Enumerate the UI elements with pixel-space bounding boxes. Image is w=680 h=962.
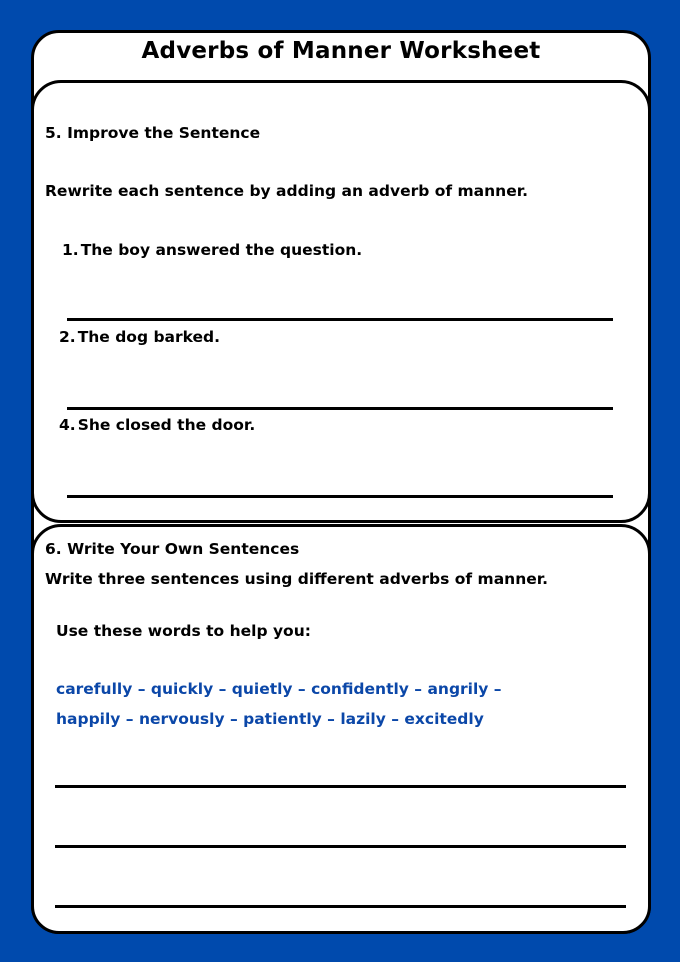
- writing-line-2[interactable]: [55, 845, 626, 848]
- section-improve-sentence: [31, 80, 651, 523]
- item-number: 1.: [62, 241, 79, 259]
- word-bank-line-1: carefully – quickly – quietly – confidently – angrily –: [56, 680, 502, 698]
- section-5-heading: 5. Improve the Sentence: [45, 124, 261, 142]
- item-sentence: The dog barked.: [77, 328, 221, 346]
- sentence-item-1: [62, 241, 362, 259]
- answer-line-2[interactable]: [67, 407, 613, 410]
- answer-line-1[interactable]: [67, 318, 613, 321]
- sentence-item-2: [59, 328, 220, 346]
- item-sentence: She closed the door.: [77, 416, 256, 434]
- word-bank-helper: Use these words to help you:: [56, 622, 311, 640]
- word-bank-line-2: happily – nervously – patiently – lazily – excitedly: [56, 710, 484, 728]
- writing-line-3[interactable]: [55, 905, 626, 908]
- section-6-heading: 6. Write Your Own Sentences: [45, 540, 300, 558]
- section-5-instruction: Rewrite each sentence by adding an adverb of manner.: [45, 182, 529, 200]
- item-sentence: The boy answered the question.: [80, 241, 363, 259]
- item-number: 4.: [59, 416, 76, 434]
- item-number: 2.: [59, 328, 76, 346]
- worksheet-title: Adverbs of Manner Worksheet: [141, 38, 541, 64]
- section-6-instruction: Write three sentences using different adverbs of manner.: [45, 570, 549, 588]
- sentence-item-3: [59, 416, 255, 434]
- answer-line-3[interactable]: [67, 495, 613, 498]
- writing-line-1[interactable]: [55, 785, 626, 788]
